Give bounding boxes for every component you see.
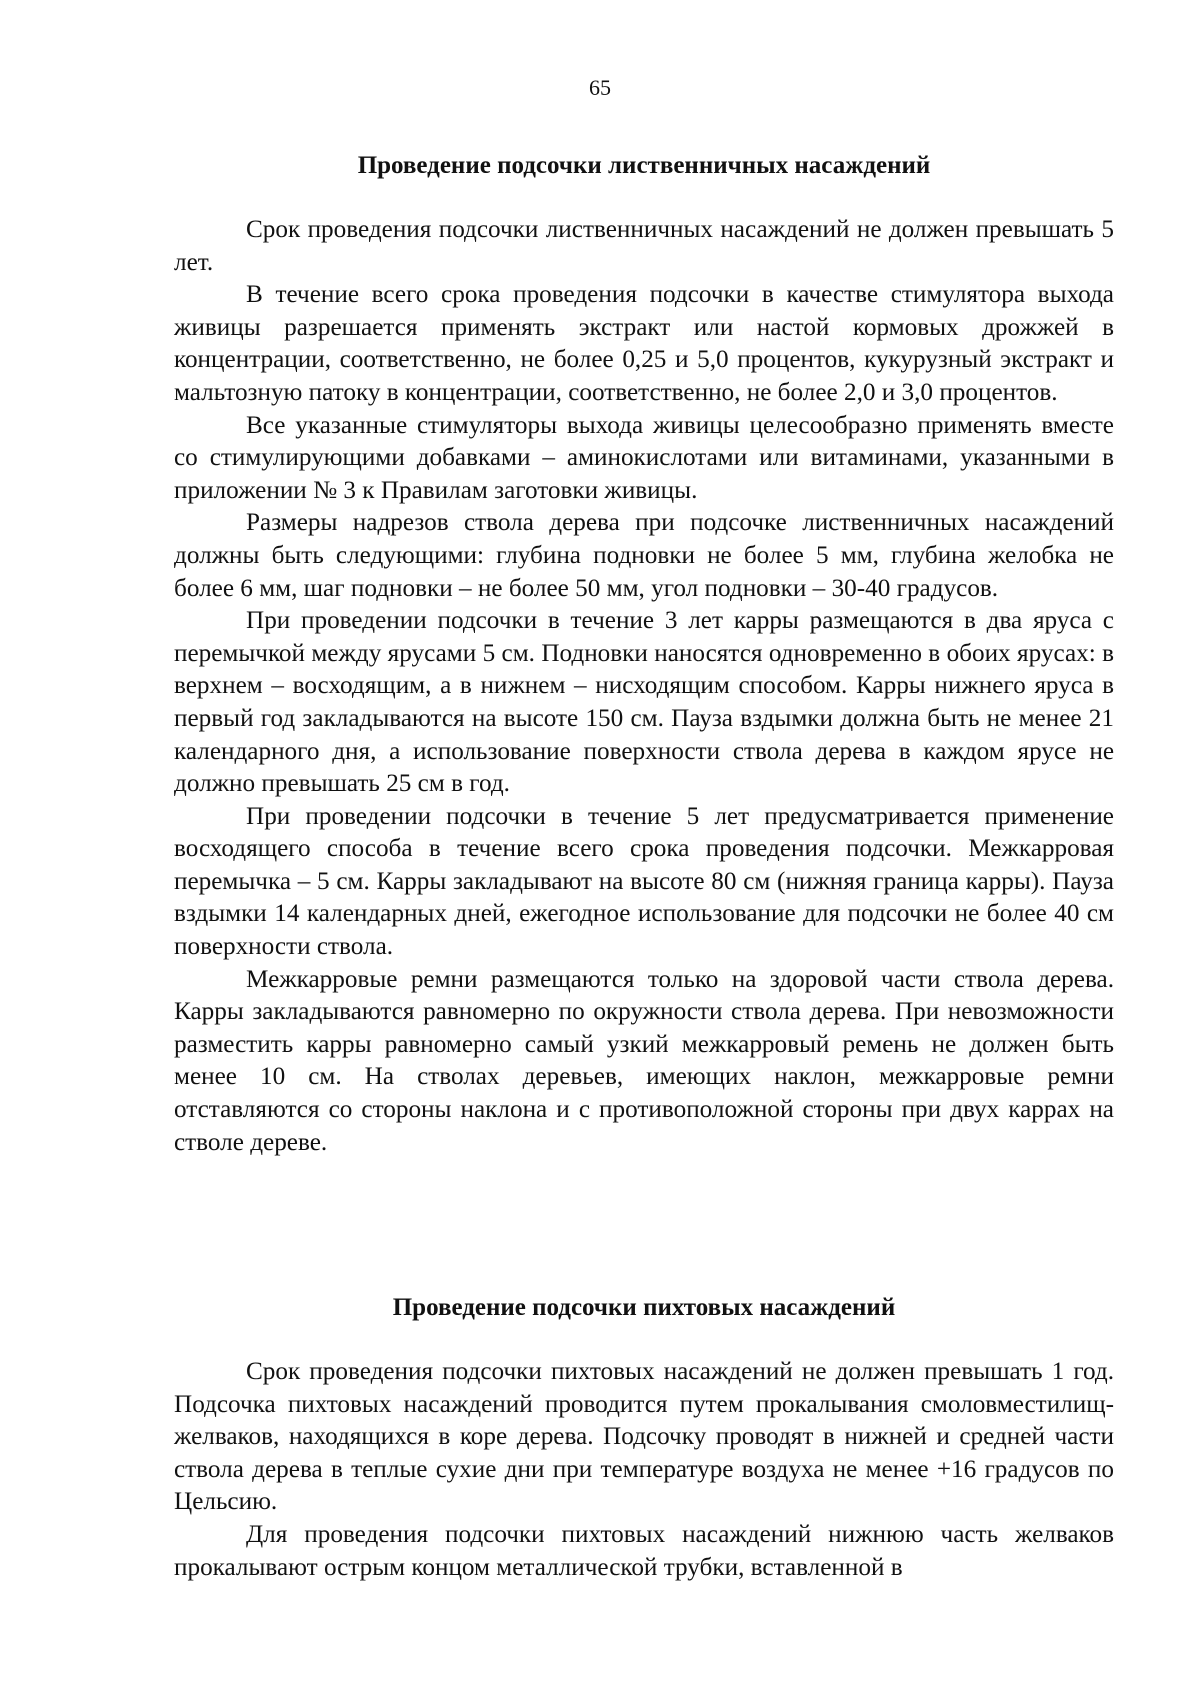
paragraph: Размеры надрезов ствола дерева при подсочке лиственничных насаждений должны быть следующими: глубина подновки не более 5 мм, глубина желобка не более 6 мм, шаг подновки – не более 50 мм, угол подновки – 30-40 градусов.	[174, 509, 1114, 602]
paragraph: В течение всего срока проведения подсочки в качестве стимулятора выхода живицы разрешается применять экстракт или настой кормовых дрожжей в концентрации, соответственно, не более 0,25 и 5,0 процентов, кукурузный экстракт и мальтозную патоку в концентрации, соответственно, не более 2,0 и 3,0 процентов.	[174, 281, 1114, 406]
paragraph: При проведении подсочки в течение 5 лет предусматривается применение восходящего способа в течение всего срока проведения подсочки. Межкарровая перемычка – 5 см. Карры закладывают на высоте 80 см (нижняя граница карры). Пауза вздымки 14 календарных дней, ежегодное использование для подсочки не более 40 см поверхности ствола.	[174, 802, 1114, 961]
paragraph: Межкарровые ремни размещаются только на здоровой части ствола дерева. Карры закладываются равномерно по окружности ствола дерева. При невозможности разместить карры равномерно самый узкий межкарровый ремень не должен быть менее 10 см. На стволах деревьев, имеющих наклон, межкарровые ремни отставляются со стороны наклона и с противоположной стороны при двух каррах на стволе дереве.	[174, 965, 1114, 1156]
paragraph: Срок проведения подсочки пихтовых насаждений не должен превышать 1 год. Подсочка пихтовых насаждений проводится путем прокалывания смоловместилищ-желваков, находящихся в коре дерева. Подсочку проводят в нижней и средней части ствола дерева в теплые сухие дни при температуре воздуха не менее +16 градусов по Цельсию.	[174, 1358, 1114, 1516]
section-heading-larch: Проведение подсочки лиственничных насаждений	[357, 152, 931, 179]
paragraph: Для проведения подсочки пихтовых насаждений нижнюю часть желваков прокалывают острым концом металлической трубки, вставленной в	[174, 1520, 1114, 1581]
paragraph: Все указанные стимуляторы выхода живицы целесообразно применять вместе со стимулирующими добавками – аминокислотами или витаминами, указанными в приложении № 3 к Правилам заготовки живицы.	[174, 411, 1114, 504]
page-number: 65	[589, 75, 611, 100]
section-heading-fir: Проведение подсочки пихтовых насаждений	[392, 1294, 896, 1321]
section-body-larch	[174, 214, 1114, 1159]
paragraph: При проведении подсочки в течение 3 лет карры размещаются в два яруса с перемычкой между ярусами 5 см. Подновки наносятся одновременно в обоих ярусах: в верхнем – восходящим, а в нижнем – нисходящим способом. Карры нижнего яруса в первый год закладываются на высоте 150 см. Пауза вздымки должна быть не менее 21 календарного дня, а использование поверхности ствола дерева в каждом ярусе не должно превышать 25 см в год.	[174, 607, 1114, 798]
section-body-fir	[174, 1356, 1114, 1584]
paragraph: Срок проведения подсочки лиственничных насаждений не должен превышать 5 лет.	[174, 216, 1114, 276]
